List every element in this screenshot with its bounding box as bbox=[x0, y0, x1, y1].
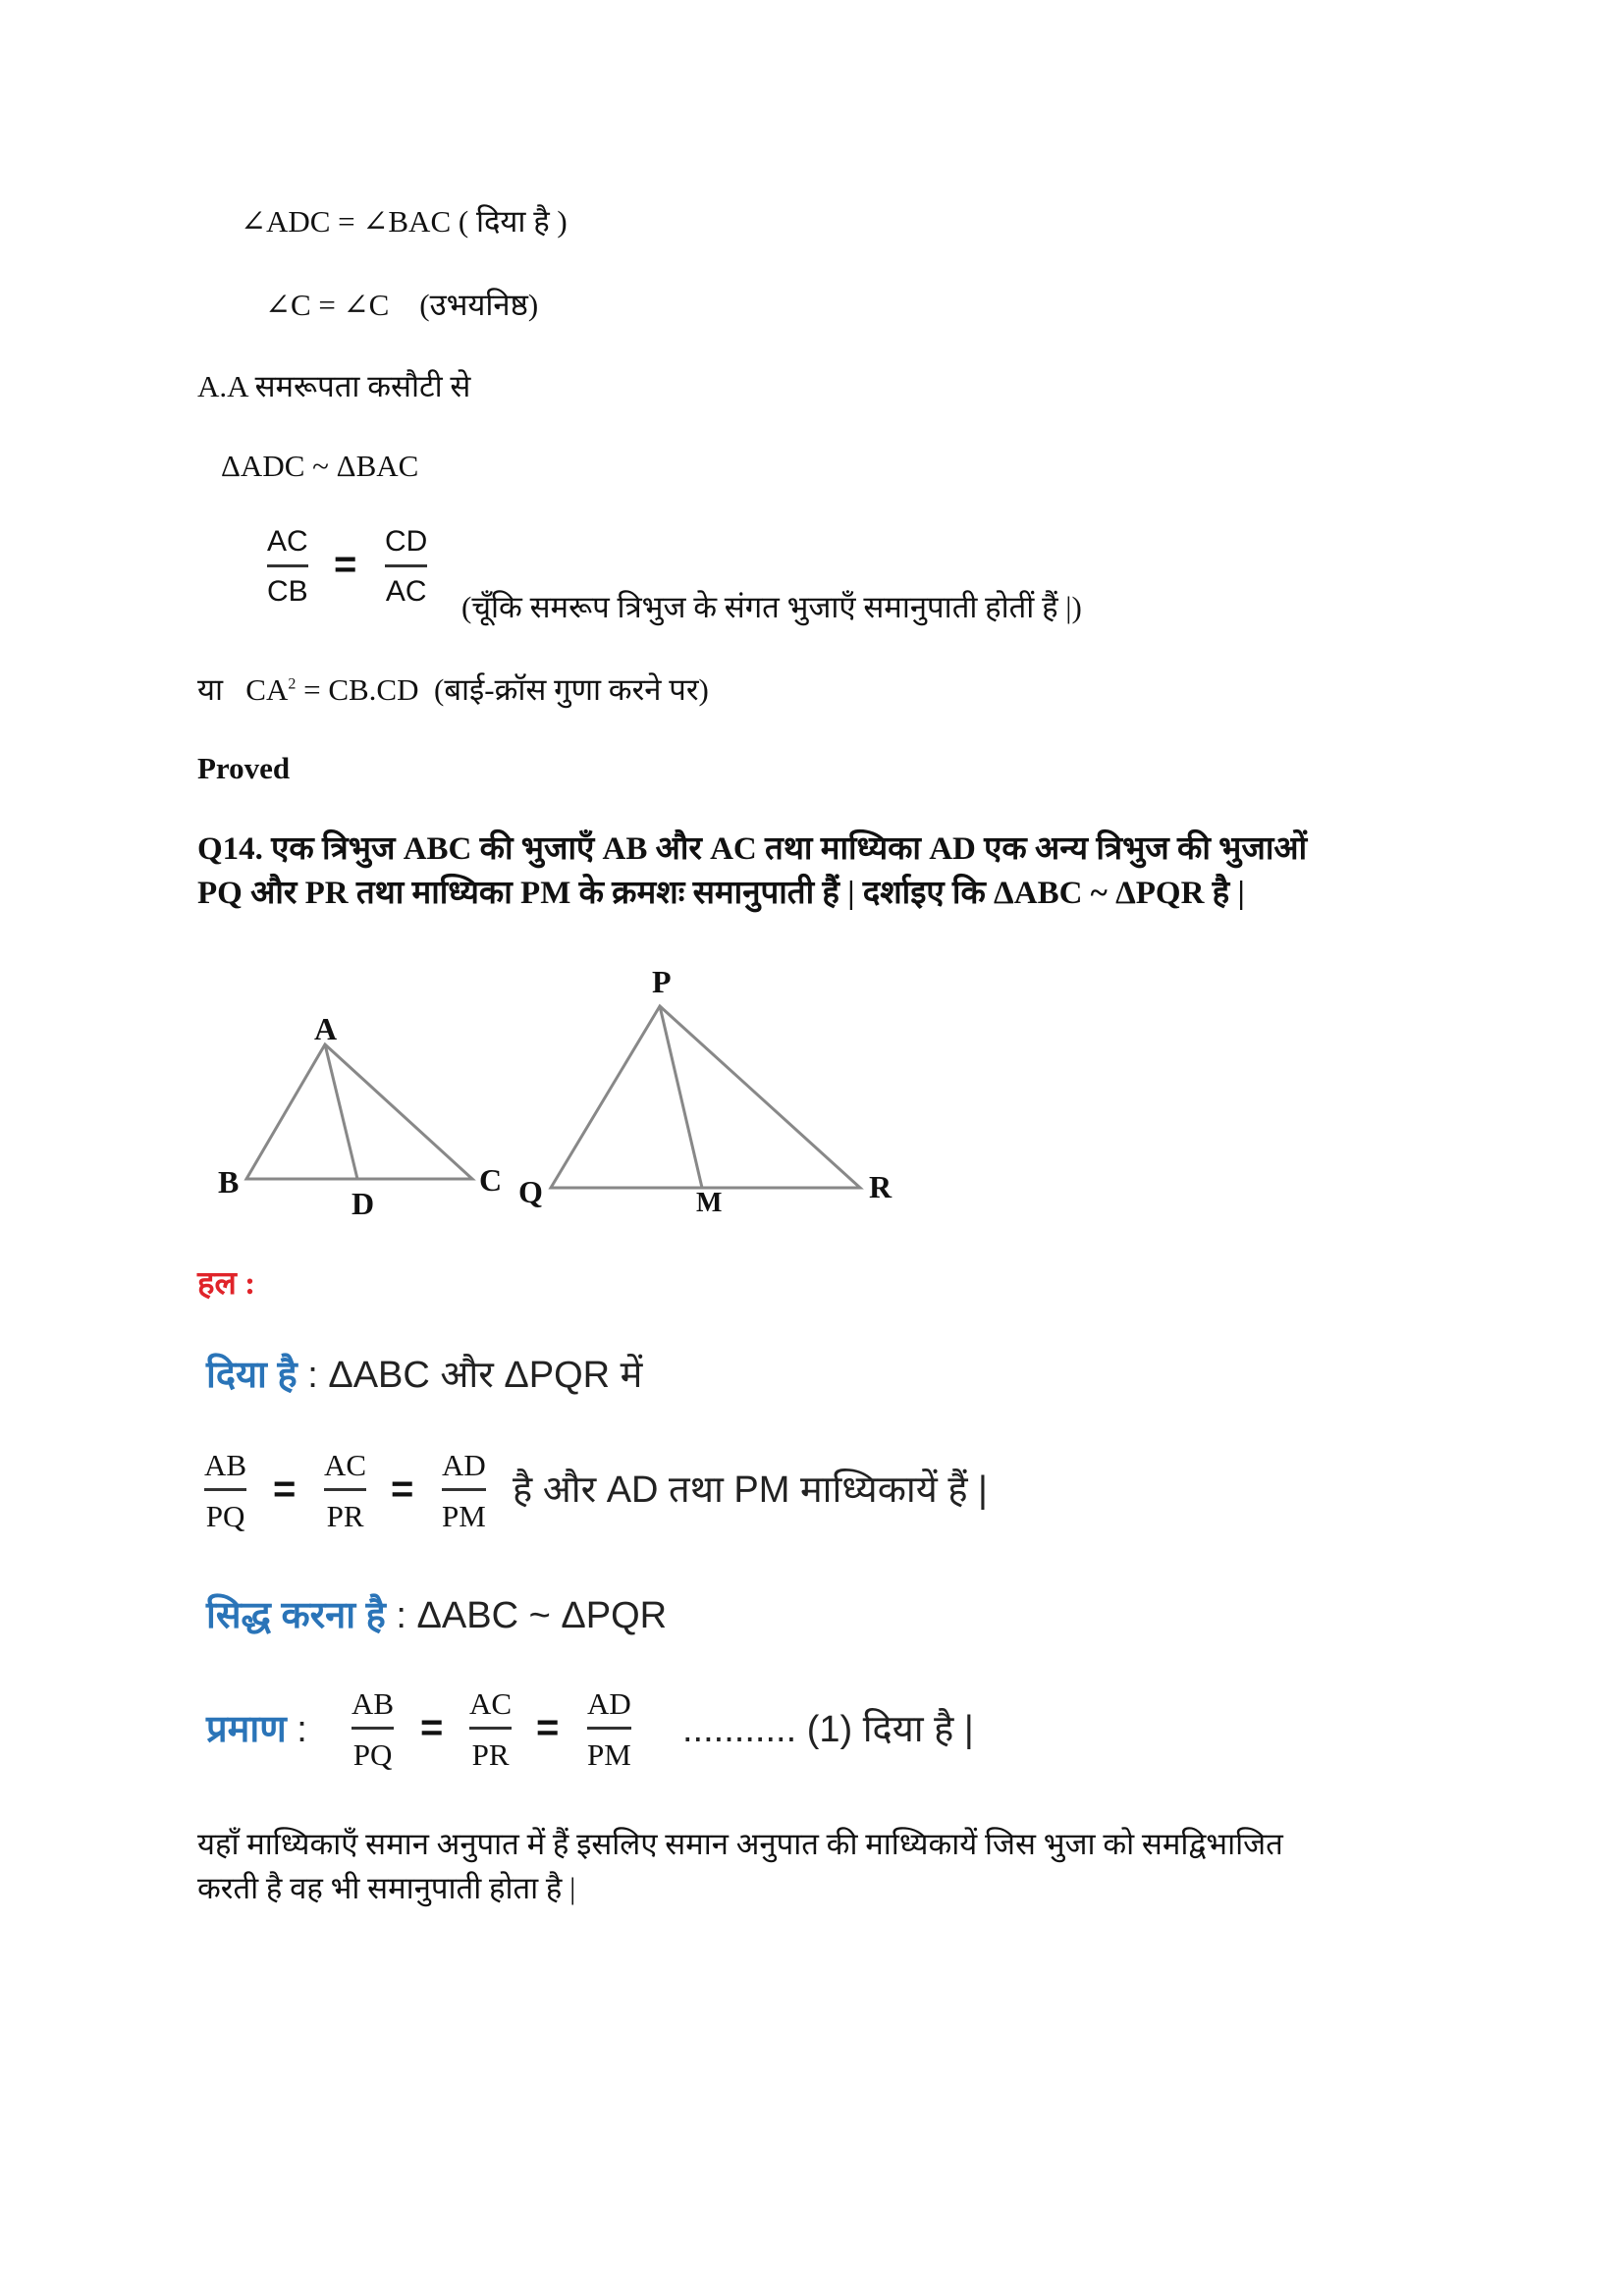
aa-criterion: A.A समरूपता कसौटी से bbox=[197, 369, 471, 403]
numerator: AD bbox=[442, 1450, 486, 1491]
given-line bbox=[206, 1357, 642, 1394]
given-label: दिया है bbox=[206, 1355, 298, 1396]
label-b: B bbox=[218, 1164, 240, 1200]
denominator: PM bbox=[442, 1499, 486, 1533]
proof-label-row bbox=[206, 1711, 307, 1748]
denominator: PR bbox=[471, 1737, 510, 1772]
proof-colon: : bbox=[297, 1709, 307, 1750]
numerator: AD bbox=[587, 1688, 631, 1730]
label-a: A bbox=[314, 1011, 338, 1046]
proved-label: Proved bbox=[197, 751, 291, 785]
exponent: 2 bbox=[288, 675, 297, 693]
to-prove-label: सिद्ध करना है bbox=[206, 1595, 386, 1636]
similar-triangles-note: (चूँकि समरूप त्रिभुज के संगत भुजाएँ समानुपाती होतीं हैं |) bbox=[461, 590, 1082, 624]
denominator: AC bbox=[385, 575, 427, 608]
triangle-abc bbox=[246, 1044, 472, 1179]
explanation-line-1: यहाँ माध्यिकाएँ समान अनुपात में हैं इसलिए समान अनुपात की माध्यिकायें जिस भुजा को समद्विभाजित bbox=[197, 1827, 1283, 1861]
given-fraction-ab-pq bbox=[204, 1450, 246, 1531]
label-r: R bbox=[869, 1169, 893, 1204]
question-line-2: PQ और PR तथा माध्यिका PM के क्रमशः समानुपाती हैं | दर्शाइए कि ΔABC ~ ΔPQR है | bbox=[197, 876, 1245, 911]
triangle-pqr bbox=[551, 1006, 860, 1188]
proof-label: प्रमाण bbox=[206, 1709, 287, 1750]
median-ad bbox=[325, 1044, 357, 1179]
given-fraction-ac-pr bbox=[324, 1450, 366, 1531]
denominator: PQ bbox=[205, 1499, 245, 1533]
given-tail: है और AD तथा PM माध्यिकायें हैं | bbox=[513, 1469, 988, 1511]
denominator: PQ bbox=[352, 1737, 393, 1772]
equation-rest: = CB.CD (बाई-क्रॉस गुणा करने पर) bbox=[296, 672, 709, 707]
equals-sign: = bbox=[334, 543, 357, 586]
numerator: AC bbox=[324, 1450, 366, 1491]
numerator: AB bbox=[204, 1450, 246, 1491]
proof-fraction-ad-pm bbox=[587, 1688, 631, 1770]
label-q: Q bbox=[518, 1174, 543, 1209]
label-c: C bbox=[479, 1162, 503, 1198]
given-text: : ΔABC और ΔPQR में bbox=[297, 1355, 643, 1396]
denominator: PM bbox=[587, 1737, 631, 1772]
denominator: PR bbox=[326, 1499, 364, 1533]
solution-heading: हल : bbox=[197, 1266, 256, 1302]
given-fraction-ad-pm bbox=[442, 1450, 486, 1531]
numerator: AC bbox=[267, 527, 308, 567]
similarity-statement: ΔADC ~ ΔBAC bbox=[221, 449, 419, 483]
question-line-1: Q14. एक त्रिभुज ABC की भुजाएँ AB और AC तथा माध्यिका AD एक अन्य त्रिभुज की भुजाओं bbox=[197, 831, 1308, 867]
proof-tail: ........... (1) दिया है | bbox=[682, 1709, 974, 1750]
label-m: M bbox=[696, 1188, 723, 1218]
proof-fraction-ab-pq bbox=[352, 1688, 394, 1770]
ca: CA bbox=[245, 672, 289, 707]
median-pm bbox=[660, 1006, 702, 1188]
proof-fraction-ac-pr bbox=[469, 1688, 512, 1770]
numerator: CD bbox=[385, 527, 427, 567]
angle-c-common: ∠C = ∠C (उभयनिष्ठ) bbox=[265, 288, 539, 322]
to-prove-text: : ΔABC ~ ΔPQR bbox=[385, 1595, 668, 1636]
explanation-line-2: करती है वह भी समानुपाती होता है | bbox=[197, 1871, 576, 1905]
to-prove-line bbox=[206, 1597, 667, 1634]
numerator: AC bbox=[469, 1688, 512, 1730]
denominator: CB bbox=[267, 575, 308, 608]
angle-adc-equals-bac: ∠ADC = ∠BAC ( दिया है ) bbox=[241, 204, 568, 239]
label-p: P bbox=[652, 964, 672, 999]
label-d: D bbox=[352, 1186, 375, 1221]
numerator: AB bbox=[352, 1688, 394, 1730]
or-word: या bbox=[197, 672, 224, 707]
